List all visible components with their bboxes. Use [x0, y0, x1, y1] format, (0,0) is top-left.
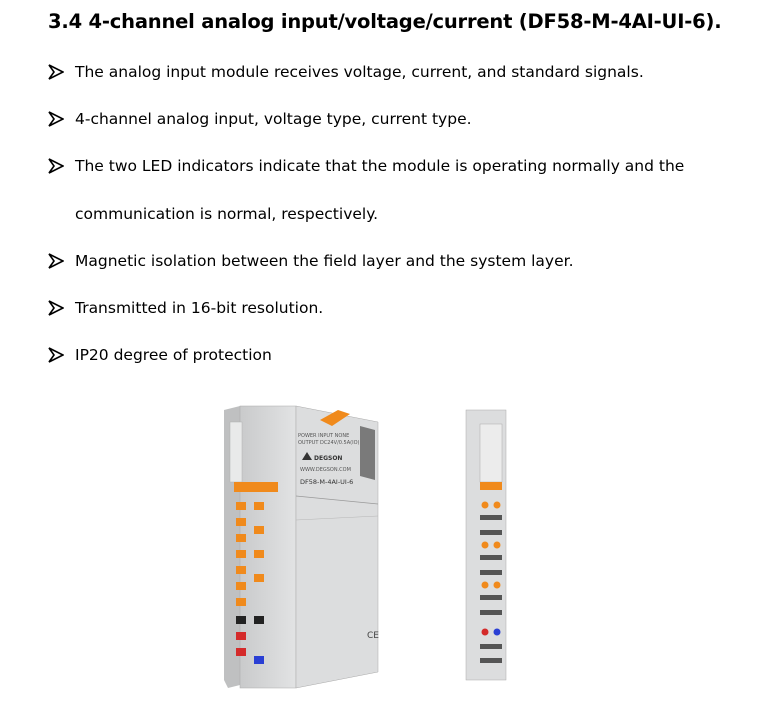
label-output: OUTPUT DC24V/0.5A(IO) — [298, 440, 360, 446]
section-heading: 3.4 4-channel analog input/voltage/current (DF58-M-4AI-UI-6). — [48, 10, 722, 33]
module-front-view — [466, 410, 506, 680]
arrow-bullet-icon — [48, 158, 64, 174]
label-ce: CE — [367, 631, 379, 641]
bullet-text: The two LED indicators indicate that the module is operating normally and the — [75, 157, 685, 175]
bullet-text: 4-channel analog input, voltage type, current type. — [75, 110, 472, 128]
arrow-bullet-icon — [48, 347, 64, 363]
label-power-input: POWER INPUT NONE — [298, 433, 350, 439]
arrow-bullet-icon — [48, 300, 64, 316]
bullet-text: The analog input module receives voltage, current, and standard signals. — [75, 63, 644, 81]
bullet-continuation: communication is normal, respectively. — [75, 205, 379, 223]
bullet-text: Transmitted in 16-bit resolution. — [75, 299, 324, 317]
label-website: WWW.DEGSON.COM — [300, 467, 351, 473]
bullet-text: Magnetic isolation between the field layer and the system layer. — [75, 252, 574, 270]
label-model: DF58-M-4AI-UI-6 — [300, 478, 354, 486]
arrow-bullet-icon — [48, 253, 64, 269]
label-brand: DEGSON — [314, 455, 343, 462]
bullet-text: IP20 degree of protection — [75, 346, 272, 364]
product-image — [210, 400, 530, 695]
arrow-bullet-icon — [48, 64, 64, 80]
module-angled-view — [224, 406, 379, 688]
arrow-bullet-icon — [48, 111, 64, 127]
